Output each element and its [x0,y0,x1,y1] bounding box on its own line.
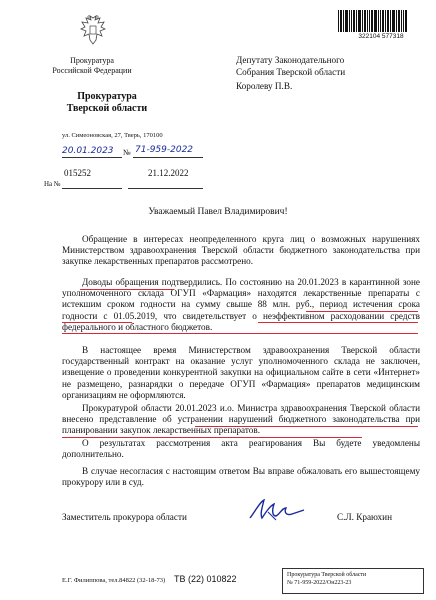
outgoing-date: 20.01.2023 [62,146,114,156]
org-line2: Российской Федерации [52,66,132,75]
registration-stamp [282,568,424,594]
ref-date-underline [128,188,203,189]
red-underline [62,437,362,438]
org-name-line2: Тверской области [66,103,148,114]
red-underline [62,333,418,334]
org-line1: Прокуратура [70,56,114,65]
paragraph-3: В настоящее время Министерством здравоохранения Тверской области государственный контракт на оказание услуг уполномоченного склада не заключен, извещение о проведении конкурентной закупки на официальном сайте в сети «Интернет» не размещено, разнарядки о передаче ОГУП «Фармация» препаратов медицинским организациям не оформляются. [62,345,420,400]
red-underline [195,426,418,427]
stamp-line2: № 71-959-2022/Он223-23 [287,580,352,586]
number-sign: № [123,148,131,157]
signature-position: Заместитель прокурора области [62,512,187,522]
paragraph-4: Прокуратурой области 20.01.2023 и.о. Министра здравоохранения Тверской области внесено представление об устранении нарушений бюджетного законодательства при планировании закупок лекарственных препаратов. [62,403,420,436]
number-underline [133,157,203,158]
red-underline [306,311,418,312]
signature-name: С.Л. Краюхин [337,512,392,522]
barcode-number: 322104 577318 [358,33,404,40]
red-underline [80,289,174,290]
recipient-line1: Депутату Законодательного [236,55,345,65]
coat-of-arms-icon [78,14,108,48]
in-ref-date: 21.12.2022 [148,168,189,178]
paragraph-5: О результатах рассмотрения акта реагирования Вы будете уведомлены дополнительно. [62,438,420,460]
greeting: Уважаемый Павел Владимирович! [148,207,288,217]
paragraph-6: В случае несогласия с настоящим ответом Вы вправе обжаловать его вышестоящему прокурору или в суд. [62,466,420,488]
paragraph-2: Доводы обращения подтвердились. По состоянию на 20.01.2023 в карантинной зоне уполномоченного склада ОГУП «Фармация» находятся лекарственные препараты с истекшим сроком годности на сумму свыше 88 млн. руб., период истечения срока годности с 01.05.2019, что свидетельствует о неэффективном расходовании средств федерального и областного бюджетов. [62,277,420,332]
form-serial: ТВ (22) 010822 [174,574,237,584]
paragraph-1: Обращение в интересах неопределенного круга лиц о возможных нарушениях Министерством здравоохранения Тверской области бюджетного законодательства при закупке лекарственных препаратов рассмотрено. [62,234,420,267]
sender-address: ул. Симеоновская, 27, Тверь, 170100 [62,132,163,139]
org-name-line1: Прокуратура [77,91,137,102]
date-underline [62,157,122,158]
recipient-block [236,55,345,93]
executor-info: Е.Г. Филиппова, тел.84822 (32-18-73) [62,577,166,584]
in-ref-number: 015252 [64,168,91,178]
stamp-line1: Прокуратура Тверской области [287,572,367,578]
red-underline [258,322,418,323]
barcode [338,10,424,32]
outgoing-number: 71-959-2022 [135,145,194,155]
in-ref-label: На № [44,180,61,188]
ref-underline [62,188,122,189]
signature-icon [246,496,308,524]
recipient-line2: Собрания Тверской области [236,66,346,77]
recipient-line3: Королеву П.В. [236,81,293,91]
red-underline [62,322,132,323]
